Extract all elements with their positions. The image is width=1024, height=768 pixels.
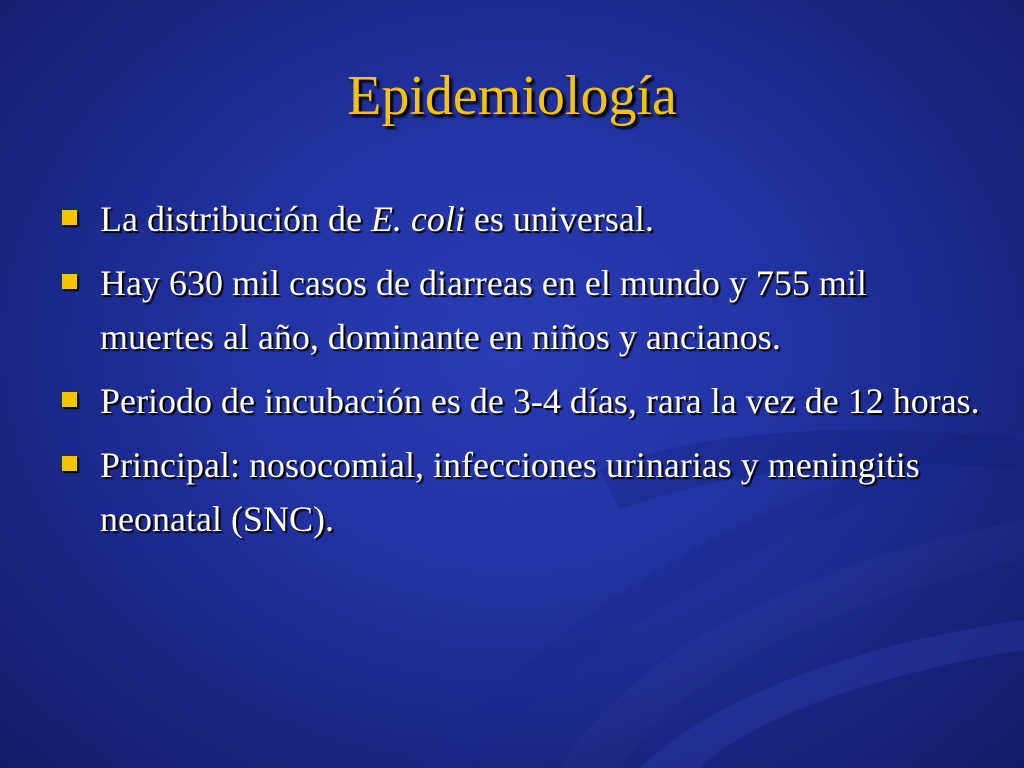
bullet-text-part: es universal. xyxy=(464,199,654,239)
bullet-text: Hay 630 mil casos de diarreas en el mundo y 755 mil muertes al año, dominante en niños y ancianos. xyxy=(100,263,867,357)
bullet-text: Principal: nosocomial, infecciones urinarias y meningitis neonatal (SNC). xyxy=(100,445,920,539)
square-bullet-icon xyxy=(62,456,77,471)
square-bullet-icon xyxy=(62,274,77,289)
square-bullet-icon xyxy=(62,392,77,407)
bullet-text-italic: E. coli xyxy=(370,199,465,239)
bullet-text: Periodo de incubación es de 3-4 días, rara la vez de 12 horas. xyxy=(100,381,980,421)
bullet-item xyxy=(62,192,982,246)
bullet-text-part: La distribución de xyxy=(100,199,371,239)
slide-title: Epidemiología xyxy=(347,65,677,127)
bullet-item xyxy=(62,438,982,546)
bullet-list xyxy=(62,192,982,556)
square-bullet-icon xyxy=(62,210,77,225)
bullet-item xyxy=(62,256,982,364)
bullet-item xyxy=(62,374,982,428)
